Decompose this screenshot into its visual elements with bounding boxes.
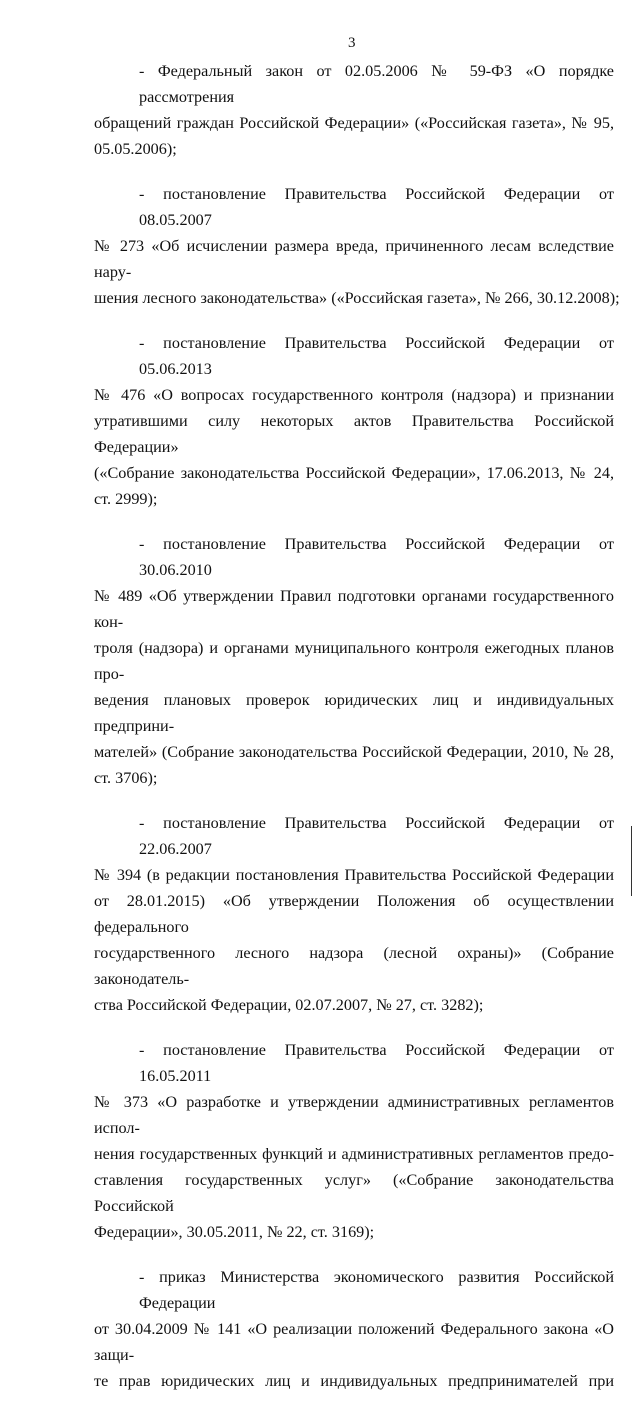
paragraph-resolution-394 [94, 810, 614, 1018]
paragraph-line: № 373 «О разработке и утверждении административных регламентов испол- [94, 1093, 614, 1137]
paragraph-line: - постановление Правительства Российской Федерации от 08.05.2007 [139, 185, 614, 229]
paragraph-line: нения государственных функций и административных регламентов предо- [94, 1145, 614, 1163]
paragraph-line: государственного лесного надзора (лесной охраны)» (Собрание законодатель- [94, 944, 614, 988]
paragraph-line: от 30.04.2009 № 141 «О реализации положений Федерального закона «О защи- [94, 1320, 614, 1364]
paragraph-line: № 394 (в редакции постановления Правительства Российской Федерации [94, 866, 614, 884]
paragraph-line: обращений граждан Российской Федерации» («Российская газета», № 95, [94, 114, 614, 132]
paragraph-line: мателей» (Собрание законодательства Российской Федерации, 2010, № 28, [94, 743, 614, 761]
paragraph-line: от 28.01.2015) «Об утверждении Положения об осуществлении федерального [94, 892, 614, 936]
paragraph-resolution-273 [94, 181, 620, 311]
paragraph-line: 05.05.2006); [94, 140, 177, 158]
page-number: 3 [348, 35, 356, 51]
paragraph-line: - Федеральный закон от 02.05.2006 № 59-ФЗ «О порядке рассмотрения [139, 62, 614, 106]
paragraph-line: ст. 3706); [94, 769, 158, 787]
scan-edge-mark [631, 826, 632, 896]
paragraph-line: - постановление Правительства Российской Федерации от 16.05.2011 [139, 1041, 614, 1085]
paragraph-line: («Собрание законодательства Российской Федерации», 17.06.2013, № 24, [94, 464, 614, 482]
paragraph-line: ставления государственных услуг» («Собрание законодательства Российской [94, 1171, 614, 1215]
paragraph-line: ст. 2999); [94, 490, 158, 508]
paragraph-line: - постановление Правительства Российской Федерации от 30.06.2010 [139, 535, 614, 579]
paragraph-line: № 476 «О вопросах государственного контроля (надзора) и признании [94, 386, 614, 404]
paragraph-line: утратившими силу некоторых актов Правительства Российской Федерации» [94, 412, 614, 456]
paragraph-resolution-489 [94, 531, 614, 791]
paragraph-line: № 273 «Об исчислении размера вреда, причиненного лесам вследствие нару- [94, 237, 614, 281]
paragraph-federal-law-59 [94, 58, 614, 162]
paragraph-line: Федерации», 30.05.2011, № 22, ст. 3169); [94, 1223, 375, 1241]
paragraph-line: - постановление Правительства Российской Федерации от 05.06.2013 [139, 334, 614, 378]
paragraph-line: те прав юридических лиц и индивидуальных предпринимателей при [94, 1372, 614, 1390]
paragraph-resolution-373 [94, 1037, 614, 1245]
paragraph-line: № 489 «Об утверждении Правил подготовки органами государственного кон- [94, 587, 614, 631]
paragraph-line: ведения плановых проверок юридических лиц и индивидуальных предприни- [94, 691, 614, 735]
paragraph-line: шения лесного законодательства» («Российская газета», № 266, 30.12.2008); [94, 289, 620, 307]
paragraph-line: - постановление Правительства Российской Федерации от 22.06.2007 [139, 814, 614, 858]
paragraph-line: троля (надзора) и органами муниципального контроля ежегодных планов про- [94, 639, 614, 683]
paragraph-line: - приказ Министерства экономического развития Российской Федерации [139, 1268, 614, 1312]
paragraph-order-141 [94, 1264, 614, 1394]
document-body [94, 58, 620, 1413]
paragraph-resolution-476 [94, 330, 614, 512]
paragraph-line: ства Российской Федерации, 02.07.2007, № 27, ст. 3282); [94, 996, 484, 1014]
